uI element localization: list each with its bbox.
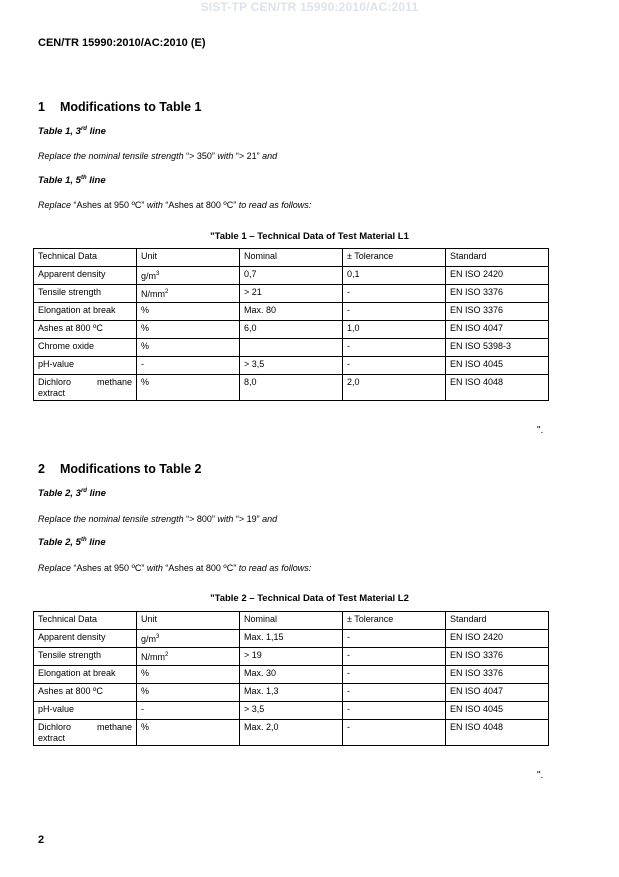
para-text: to read as follows: xyxy=(238,563,312,573)
section-2-subheading-2 xyxy=(38,537,106,548)
cell-technical-data: Tensile strength xyxy=(34,648,137,666)
cell-standard: EN ISO 4047 xyxy=(446,321,549,339)
cell-nominal: > 19 xyxy=(240,648,343,666)
para-text: Replace xyxy=(38,563,72,573)
unit-text: % xyxy=(141,305,150,315)
page-number: 2 xyxy=(38,834,45,846)
cell-standard: EN ISO 3376 xyxy=(446,648,549,666)
unit-text: N/mm xyxy=(141,289,165,299)
table-row xyxy=(34,321,549,339)
table-row xyxy=(34,285,549,303)
cell-nominal: Max. 2,0 xyxy=(240,720,343,746)
para-text: “Ashes at 950 ºC” xyxy=(71,563,147,573)
cell-standard: EN ISO 3376 xyxy=(446,666,549,684)
cell-tolerance: 2,0 xyxy=(343,375,446,401)
table-row xyxy=(34,339,549,357)
section-1-paragraph-1 xyxy=(38,151,277,161)
cell-tolerance: - xyxy=(343,702,446,720)
header-cell: Nominal xyxy=(240,612,343,630)
cell-tolerance: - xyxy=(343,630,446,648)
cell-standard: EN ISO 4045 xyxy=(446,702,549,720)
para-text: to read as follows: xyxy=(238,200,312,210)
table-row xyxy=(34,684,549,702)
unit-text: - xyxy=(141,704,144,714)
table-row xyxy=(34,375,549,401)
unit-text: g/m xyxy=(141,271,157,281)
cell-nominal: Max. 80 xyxy=(240,303,343,321)
section-2-paragraph-1 xyxy=(38,514,277,524)
para-text: with xyxy=(146,563,163,573)
section-1-heading xyxy=(38,100,201,114)
cell-unit xyxy=(137,303,240,321)
watermark: SIST-TP CEN/TR 15990:2010/AC:2011 xyxy=(200,0,419,14)
header-cell: Technical Data xyxy=(34,612,137,630)
table-1 xyxy=(33,248,549,401)
para-text: Replace the nominal tensile strength xyxy=(38,151,187,161)
para-text: with xyxy=(214,514,236,524)
document-id: CEN/TR 15990:2010/AC:2010 (E) xyxy=(38,37,206,49)
unit-exponent: 3 xyxy=(156,634,160,640)
para-text: and xyxy=(259,514,278,524)
cell-technical-data xyxy=(34,375,137,401)
subheading-text: Table 2, 3 xyxy=(38,488,81,500)
table-row xyxy=(34,630,549,648)
cell-unit xyxy=(137,702,240,720)
cell-standard: EN ISO 2420 xyxy=(446,630,549,648)
cell-technical-data: Tensile strength xyxy=(34,285,137,303)
subheading-text: line xyxy=(86,488,106,500)
cell-unit xyxy=(137,285,240,303)
end-quote-2: ". xyxy=(537,770,544,781)
subheading-text: Table 1, 5 xyxy=(38,175,81,187)
cell-tolerance: - xyxy=(343,684,446,702)
cell-standard: EN ISO 3376 xyxy=(446,303,549,321)
unit-text: % xyxy=(141,323,150,333)
para-text: “> 350” xyxy=(186,151,215,161)
unit-text: % xyxy=(141,668,150,678)
table-row xyxy=(34,648,549,666)
cell-nominal: > 3,5 xyxy=(240,702,343,720)
cell-technical-data: Apparent density xyxy=(34,267,137,285)
table-row xyxy=(34,720,549,746)
unit-text: % xyxy=(141,377,150,387)
unit-text: % xyxy=(141,686,150,696)
cell-unit xyxy=(137,720,240,746)
cell-unit xyxy=(137,684,240,702)
unit-exponent: 3 xyxy=(156,271,160,277)
para-text: Replace xyxy=(38,200,72,210)
table-row xyxy=(34,357,549,375)
cell-unit xyxy=(137,630,240,648)
cell-technical-data: Elongation at break xyxy=(34,666,137,684)
cell-line: Dichloro methane xyxy=(38,722,132,732)
unit-exponent: 2 xyxy=(165,289,169,295)
cell-tolerance: - xyxy=(343,648,446,666)
cell-technical-data: Apparent density xyxy=(34,630,137,648)
cell-technical-data: Ashes at 800 ºC xyxy=(34,321,137,339)
table-row xyxy=(34,702,549,720)
cell-technical-data: Chrome oxide xyxy=(34,339,137,357)
table-1-caption: "Table 1 – Technical Data of Test Material L1 xyxy=(210,231,409,242)
para-text: “> 800” xyxy=(186,514,215,524)
cell-standard: EN ISO 3376 xyxy=(446,285,549,303)
header-cell: Nominal xyxy=(240,249,343,267)
section-1-subheading-1 xyxy=(38,126,106,137)
cell-unit xyxy=(137,321,240,339)
cell-line: Dichloro methane xyxy=(38,377,132,387)
subheading-text: line xyxy=(86,175,106,187)
cell-nominal: > 3,5 xyxy=(240,357,343,375)
cell-standard: EN ISO 4048 xyxy=(446,720,549,746)
unit-text: - xyxy=(141,359,144,369)
para-text: Replace the nominal tensile strength xyxy=(38,514,187,524)
cell-nominal: 6,0 xyxy=(240,321,343,339)
header-cell: Unit xyxy=(137,612,240,630)
section-2-heading xyxy=(38,462,201,476)
cell-nominal: 8,0 xyxy=(240,375,343,401)
cell-standard: EN ISO 4047 xyxy=(446,684,549,702)
cell-nominal: 0,7 xyxy=(240,267,343,285)
cell-line: extract xyxy=(38,733,66,743)
cell-nominal xyxy=(240,339,343,357)
cell-nominal: > 21 xyxy=(240,285,343,303)
table-row xyxy=(34,303,549,321)
ordinal-suffix: th xyxy=(80,175,87,181)
cell-technical-data: pH-value xyxy=(34,702,137,720)
para-text: “Ashes at 800 ºC” xyxy=(162,200,239,210)
header-cell: ± Tolerance xyxy=(343,612,446,630)
cell-nominal: Max. 1,3 xyxy=(240,684,343,702)
cell-tolerance: 0,1 xyxy=(343,267,446,285)
table-row xyxy=(34,666,549,684)
header-cell: Unit xyxy=(137,249,240,267)
unit-text: g/m xyxy=(141,634,157,644)
para-text: with xyxy=(214,151,236,161)
cell-standard: EN ISO 5398-3 xyxy=(446,339,549,357)
ordinal-suffix: rd xyxy=(80,488,87,494)
para-text: with xyxy=(146,200,163,210)
cell-nominal: Max. 1,15 xyxy=(240,630,343,648)
subheading-text: line xyxy=(86,537,106,549)
section-1-subheading-2 xyxy=(38,175,106,186)
cell-tolerance: - xyxy=(343,303,446,321)
unit-exponent: 2 xyxy=(165,652,169,658)
header-cell: ± Tolerance xyxy=(343,249,446,267)
cell-line: extract xyxy=(38,388,66,398)
cell-standard: EN ISO 4045 xyxy=(446,357,549,375)
cell-tolerance: - xyxy=(343,285,446,303)
para-text: “Ashes at 950 ºC” xyxy=(71,200,147,210)
table-header-row xyxy=(34,249,549,267)
end-quote-1: ". xyxy=(537,425,544,436)
para-text: “> 21” xyxy=(235,151,260,161)
cell-standard: EN ISO 2420 xyxy=(446,267,549,285)
subheading-text: Table 1, 3 xyxy=(38,126,81,138)
header-cell: Standard xyxy=(446,249,549,267)
para-text: and xyxy=(259,151,278,161)
para-text: “> 19” xyxy=(235,514,260,524)
cell-technical-data: Elongation at break xyxy=(34,303,137,321)
table-2-caption: "Table 2 – Technical Data of Test Material L2 xyxy=(210,593,409,604)
cell-technical-data xyxy=(34,720,137,746)
unit-text: N/mm xyxy=(141,652,165,662)
table-row xyxy=(34,267,549,285)
cell-unit xyxy=(137,339,240,357)
table-header-row xyxy=(34,612,549,630)
subheading-text: line xyxy=(86,126,106,138)
section-1-paragraph-2 xyxy=(38,200,311,210)
table-2 xyxy=(33,611,549,746)
cell-tolerance: 1,0 xyxy=(343,321,446,339)
para-text: “Ashes at 800 ºC” xyxy=(162,563,239,573)
ordinal-suffix: th xyxy=(80,537,87,543)
cell-tolerance: - xyxy=(343,666,446,684)
cell-unit xyxy=(137,375,240,401)
section-2-paragraph-2 xyxy=(38,563,311,573)
unit-text: % xyxy=(141,722,150,732)
cell-tolerance: - xyxy=(343,357,446,375)
cell-technical-data: Ashes at 800 ºC xyxy=(34,684,137,702)
unit-text: % xyxy=(141,341,150,351)
cell-unit xyxy=(137,666,240,684)
cell-unit xyxy=(137,357,240,375)
cell-nominal: Max. 30 xyxy=(240,666,343,684)
ordinal-suffix: rd xyxy=(80,126,87,132)
section-title: Modifications to Table 2 xyxy=(60,462,202,476)
subheading-text: Table 2, 5 xyxy=(38,537,81,549)
cell-unit xyxy=(137,648,240,666)
section-2-subheading-1 xyxy=(38,488,106,499)
cell-technical-data: pH-value xyxy=(34,357,137,375)
header-cell: Standard xyxy=(446,612,549,630)
header-cell: Technical Data xyxy=(34,249,137,267)
cell-tolerance: - xyxy=(343,339,446,357)
cell-tolerance: - xyxy=(343,720,446,746)
section-title: Modifications to Table 1 xyxy=(60,100,202,114)
cell-unit xyxy=(137,267,240,285)
cell-standard: EN ISO 4048 xyxy=(446,375,549,401)
section-number: 1 xyxy=(38,100,45,114)
section-number: 2 xyxy=(38,462,45,476)
